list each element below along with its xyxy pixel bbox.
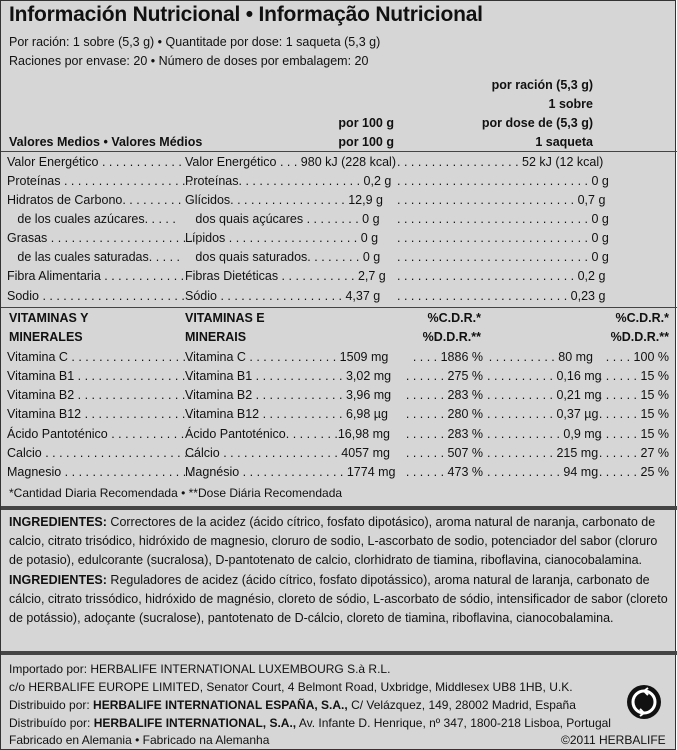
vitamin-pt-per100: Vitamina B2 . . . . . . . . . . . . . 3,96 mg [185, 388, 392, 402]
table-row [1, 267, 677, 286]
divider [1, 307, 677, 308]
nutrient-es: de las cuales saturadas. . . . . [7, 250, 181, 264]
vitamin-pt-per100: Cálcio . . . . . . . . . . . . . . . . . 4057 mg [185, 446, 390, 460]
vitamin-pct-per100: . . . . . . 507 % [405, 446, 483, 460]
vitamin-es: Ácido Pantoténico . . . . . . . . . . . [7, 427, 185, 441]
nutrient-es: Valor Energético . . . . . . . . . . . . [7, 155, 182, 169]
vitamins-heading-es-2: MINERALES [9, 330, 83, 344]
table-row [1, 210, 677, 229]
vitamin-pct-per100: . . . . 1886 % [412, 350, 483, 364]
nutrient-per-serving: . . . . . . . . . . . . . . . . . . . . . . . . . . . . 0 g [397, 212, 609, 226]
nutrient-per-serving: . . . . . . . . . . . . . . . . . . . . . . . . . . 0,7 g [397, 193, 606, 207]
distributor-pt-company: HERBALIFE INTERNATIONAL, S.A., [93, 716, 297, 730]
distributor-pt-address: Av. Infante D. Henrique, nº 347, 1800-218 Lisboa, Portugal [296, 716, 611, 730]
table-row [1, 405, 677, 424]
page-title: Información Nutricional • Informação Nutricional [9, 3, 483, 26]
made-in: Fabricado en Alemania • Fabricado na Alemanha [9, 733, 270, 747]
section-divider [1, 651, 677, 655]
nutrient-pt-per100: Sódio . . . . . . . . . . . . . . . . . . 4,37 g [185, 289, 381, 303]
vitamin-pct-per100: . . . . . . 280 % [405, 407, 483, 421]
per-serving-header-pt: por dose de (5,3 g) [481, 116, 593, 130]
vitamin-es: Calcio . . . . . . . . . . . . . . . . . . . . . . [7, 446, 195, 460]
table-row [1, 425, 677, 444]
nutrient-per-serving: . . . . . . . . . . . . . . . . . . . . . . . . . . . . 0 g [397, 231, 609, 245]
importer-line: Importado por: HERBALIFE INTERNATIONAL LUXEMBOURG S.à R.L. [9, 662, 391, 676]
table-row [1, 153, 677, 172]
vitamin-per-serving: . . . . . . . . . . 0,16 mg [487, 369, 602, 383]
nutrient-pt-per100: Proteínas. . . . . . . . . . . . . . . . . . 0,2 g [185, 174, 392, 188]
vitamin-per-serving: . . . . . . . . . . . 94 mg [487, 465, 599, 479]
distributor-es-address: C/ Velázquez, 149, 28002 Madrid, España [347, 698, 576, 712]
vitamin-es: Vitamina B2 . . . . . . . . . . . . . . . . . [7, 388, 193, 402]
table-row [1, 191, 677, 210]
vitamin-pct-per100: . . . . . . 283 % [405, 427, 483, 441]
vitamin-per-serving: . . . . . . . . . . 80 mg [488, 350, 593, 364]
nutrient-pt-per100: Valor Energético . . . 980 kJ (228 kcal) [185, 155, 396, 169]
ddr-heading-serving: %D.D.R.** [610, 330, 669, 344]
importer-address: c/o HERBALIFE EUROPE LIMITED, Senator Court, 4 Belmont Road, Uxbridge, Middlesex UB8 1HB, U.K. [9, 680, 573, 694]
vitamin-es: Magnesio . . . . . . . . . . . . . . . . . . . [7, 465, 194, 479]
table-row [1, 172, 677, 191]
vitamins-heading-es-1: VITAMINAS Y [9, 311, 89, 325]
per-serving-sachet-es: 1 sobre [548, 97, 593, 111]
vitamin-pct-serving: . . . . . . 27 % [598, 446, 669, 460]
ingredients-pt-text: Reguladores de acidez (ácido cítrico, fosfato dipotássico), aroma natural de laranja, carbonato de cálcio, citrato trissódico, hidróxido de magnésio, cloreto de sódio, L-ascorbato de sódio, intensificador de sabor (cloreto de potássio), adoçante (sucralose), pantotenato de D-cálcio, cloreto de tiamina, riboflavina, cianocobalamina. [9, 573, 668, 625]
vitamin-pct-per100: . . . . . . 275 % [405, 369, 483, 383]
per-serving-sachet-pt: 1 saqueta [535, 135, 593, 149]
divider [1, 151, 677, 152]
vitamin-pct-serving: . . . . . . 25 % [598, 465, 669, 479]
vitamin-pct-serving: . . . . . . 15 % [598, 407, 669, 421]
nutrient-es: Grasas . . . . . . . . . . . . . . . . . . . . . [7, 231, 194, 245]
vitamins-heading-pt-1: VITAMINAS E [185, 311, 265, 325]
vitamin-pt-per100: Vitamina C . . . . . . . . . . . . . 1509 mg [185, 350, 389, 364]
ddr-heading-100: %D.D.R.** [422, 330, 481, 344]
ingredients-es-text: Correctores de la acidez (ácido cítrico, fosfato dipotásico), aroma natural de naranja, carbonato de calcio, citrato trisódico, hidróxido de magnesio, cloruro de sodio, L-ascorbato de sodio, potenciador del sabor (cloruro de potasio), edulcorante (sucralosa), D-pantotenato de calcio, clorhidrato de tiamina, riboflavina, cianocobalamina. [9, 515, 658, 567]
nutrient-es: Hidratos de Carbono. . . . . . . . . [7, 193, 182, 207]
table-row [1, 229, 677, 248]
table-row [1, 463, 677, 482]
cdr-heading-100: %C.D.R.* [427, 311, 481, 325]
averages-heading: Valores Medios • Valores Médios [9, 135, 203, 149]
green-dot-recycle-icon [627, 685, 661, 719]
ingredients-pt-label: INGREDIENTES: [9, 573, 107, 587]
section-divider [1, 506, 677, 510]
vitamin-pct-per100: . . . . . . 473 % [405, 465, 483, 479]
ingredients-es-label: INGREDIENTES: [9, 515, 107, 529]
table-row [1, 248, 677, 267]
distributor-es-company: HERBALIFE INTERNATIONAL ESPAÑA, S.A., [93, 698, 348, 712]
distributor-pt-label: Distribuído por: [9, 716, 94, 730]
vitamin-pct-serving: . . . . . . 15 % [598, 427, 669, 441]
vitamin-pct-serving: . . . . 100 % [605, 350, 669, 364]
ingredients-es [9, 513, 669, 570]
vitamin-per-serving: . . . . . . . . . . . 0,9 mg [487, 427, 602, 441]
vitamin-pct-per100: . . . . . . 283 % [405, 388, 483, 402]
cdr-heading-serving: %C.D.R.* [615, 311, 669, 325]
nutrient-es: Sodio . . . . . . . . . . . . . . . . . . . . . [7, 289, 185, 303]
table-row [1, 348, 677, 367]
nutrient-per-serving: . . . . . . . . . . . . . . . . . . . . . . . . . . . . 0 g [397, 250, 609, 264]
vitamin-per-serving: . . . . . . . . . . 0,37 µg [487, 407, 599, 421]
nutrient-es: Proteínas . . . . . . . . . . . . . . . . . . . [7, 174, 193, 188]
vitamin-pt-per100: Vitamina B1 . . . . . . . . . . . . . 3,02 mg [185, 369, 392, 383]
vitamin-pt-per100: Ácido Pantoténico. . . . . . . .16,98 mg [185, 427, 390, 441]
vitamin-pt-per100: Magnésio . . . . . . . . . . . . . . . 1774 mg [185, 465, 396, 479]
nutrient-pt-per100: Glícidos. . . . . . . . . . . . . . . . . 12,9 g [185, 193, 383, 207]
cdr-footnote: *Cantidad Diaria Recomendada • **Dose Diária Recomendada [9, 486, 343, 500]
nutrient-es: de los cuales azúcares. . . . . [7, 212, 176, 226]
distributor-pt [9, 715, 611, 732]
vitamin-es: Vitamina C . . . . . . . . . . . . . . . . . . . [7, 350, 200, 364]
copyright: ©2011 HERBALIFE [561, 733, 666, 747]
nutrient-pt-per100: Fibras Dietéticas . . . . . . . . . . . 2,7 g [185, 269, 386, 283]
vitamin-pt-per100: Vitamina B12 . . . . . . . . . . . . 6,98 µg [185, 407, 388, 421]
serving-size: Por ración: 1 sobre (5,3 g) • Quantitade por dose: 1 saqueta (5,3 g) [9, 35, 381, 49]
table-row [1, 287, 677, 306]
table-row [1, 367, 677, 386]
vitamin-pct-serving: . . . . . . 15 % [598, 388, 669, 402]
table-row [1, 444, 677, 463]
vitamin-es: Vitamina B12 . . . . . . . . . . . . . . . . [7, 407, 193, 421]
vitamin-per-serving: . . . . . . . . . . 215 mg [487, 446, 599, 460]
per-serving-header-es: por ración (5,3 g) [491, 78, 593, 92]
nutrient-per-serving: . . . . . . . . . . . . . . . . . . . . . . . . . . . . 0 g [397, 174, 609, 188]
vitamin-pct-serving: . . . . . . 15 % [598, 369, 669, 383]
nutrient-per-serving: . . . . . . . . . . . . . . . . . . . . . . . . . . 0,2 g [397, 269, 606, 283]
distributor-es-label: Distribuido por: [9, 698, 94, 712]
nutrient-per-serving: . . . . . . . . . . . . . . . . . . . . . . . . . 0,23 g [397, 289, 606, 303]
per-100g-header-pt: por 100 g [338, 135, 394, 149]
vitamins-heading-pt-2: MINERAIS [185, 330, 247, 344]
per-100g-header-es: por 100 g [338, 116, 394, 130]
distributor-es [9, 697, 576, 714]
table-row [1, 386, 677, 405]
vitamin-es: Vitamina B1 . . . . . . . . . . . . . . . . . [7, 369, 193, 383]
servings-per-container: Raciones por envase: 20 • Número de doses por embalagem: 20 [9, 54, 369, 68]
nutrient-pt-per100: Lípidos . . . . . . . . . . . . . . . . . . . 0 g [185, 231, 379, 245]
nutrient-es: Fibra Alimentaria . . . . . . . . . . . . [7, 269, 185, 283]
nutrient-pt-per100: dos quais açúcares . . . . . . . . 0 g [185, 212, 380, 226]
vitamin-per-serving: . . . . . . . . . . 0,21 mg [487, 388, 602, 402]
ingredients-pt [9, 571, 669, 628]
nutrient-per-serving: . . . . . . . . . . . . . . . . . . 52 kJ (12 kcal) [397, 155, 604, 169]
nutrient-pt-per100: dos quais saturados. . . . . . . . 0 g [185, 250, 381, 264]
